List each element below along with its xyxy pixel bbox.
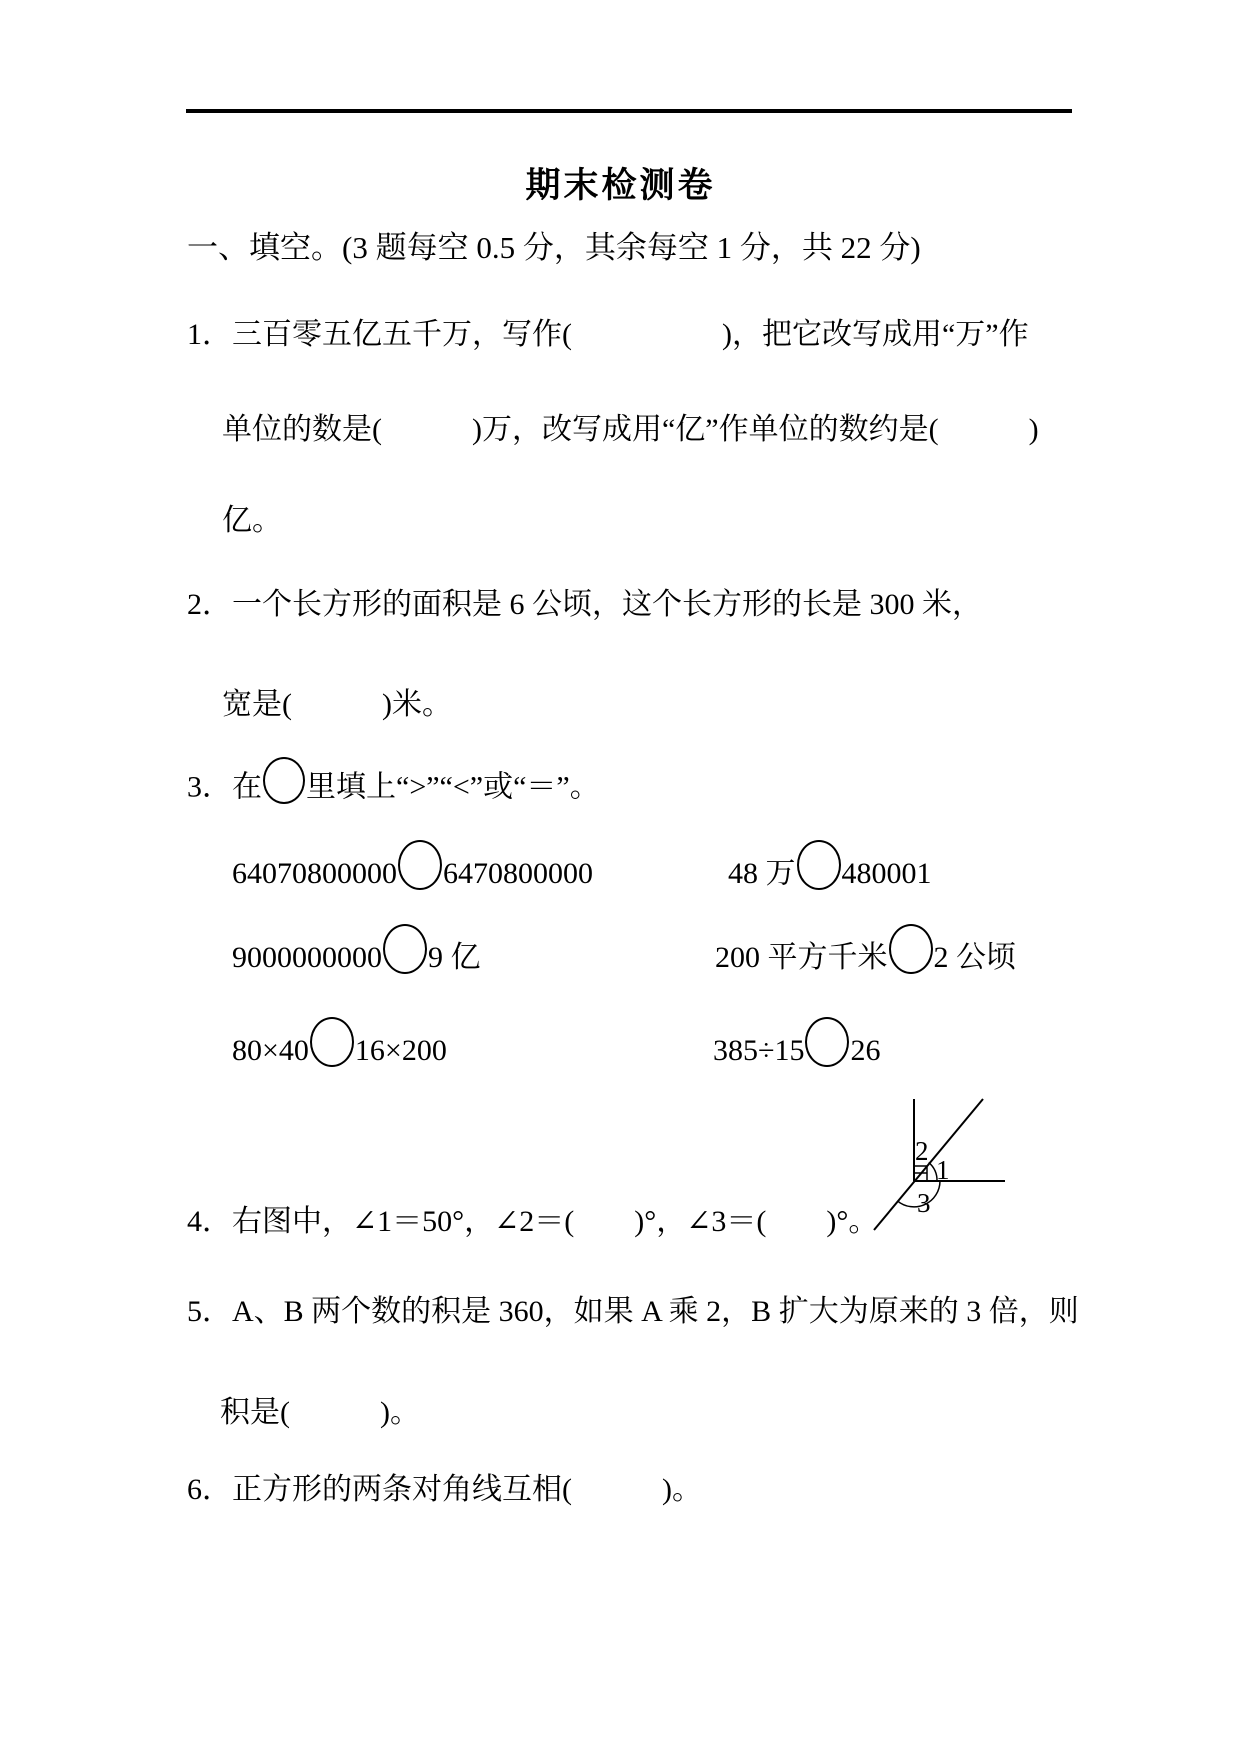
- comparison-right: 480001: [841, 856, 932, 890]
- comparison-item-4: [715, 935, 1016, 985]
- blank-circle-icon: [797, 840, 841, 890]
- comparison-left: 9000000000: [232, 940, 382, 974]
- section-1-heading: 一、填空。(3 题每空 0.5 分，其余每空 1 分，共 22 分): [187, 230, 921, 265]
- comparison-right: 16×200: [354, 1033, 447, 1067]
- question-1-line-3: 亿。: [222, 504, 282, 537]
- blank-circle-icon: [383, 924, 427, 974]
- blank-circle-icon: [805, 1017, 849, 1067]
- question-2-line-2: 宽是( )米。: [222, 688, 452, 721]
- question-1-line-1: 1．三百零五亿五千万，写作( )，把它改写成用“万”作: [187, 318, 1029, 351]
- angle-label-1: 1: [936, 1155, 950, 1185]
- question-5-line-2: 积是( )。: [220, 1396, 420, 1429]
- comparison-left: 64070800000: [232, 856, 397, 890]
- comparison-left: 48 万: [728, 856, 796, 890]
- question-5-line-1: 5．A、B 两个数的积是 360，如果 A 乘 2，B 扩大为原来的 3 倍，则: [187, 1295, 1079, 1328]
- question-6-line-1: 6．正方形的两条对角线互相( )。: [187, 1473, 702, 1506]
- comparison-right: 26: [850, 1033, 881, 1067]
- question-3-header: [187, 766, 600, 813]
- question-1-line-2: 单位的数是( )万，改写成用“亿”作单位的数约是( ): [222, 413, 1039, 446]
- question-4-line-1: 4．右图中，∠1＝50°，∠2＝( )°，∠3＝( )°。: [187, 1205, 879, 1238]
- blank-circle-icon: [398, 840, 442, 890]
- comparison-item-2: [728, 851, 932, 901]
- header-rule: [186, 109, 1072, 113]
- comparison-left: 200 平方千米: [715, 940, 888, 974]
- angle-label-2: 2: [915, 1136, 929, 1166]
- angle-diagram: [840, 1080, 1120, 1270]
- question-3-prefix: 3．在: [187, 770, 262, 804]
- angle-label-3: 3: [917, 1188, 931, 1218]
- comparison-right: 2 公顷: [933, 940, 1016, 974]
- comparison-left: 385÷15: [713, 1033, 805, 1067]
- blank-circle-icon: [263, 757, 305, 804]
- comparison-item-5: [232, 1028, 447, 1078]
- comparison-item-1: [232, 851, 593, 901]
- question-2-line-1: 2．一个长方形的面积是 6 公顷，这个长方形的长是 300 米，: [187, 588, 982, 621]
- comparison-right: 6470800000: [443, 856, 593, 890]
- question-3-suffix: 里填上“>”“<”或“＝”。: [306, 770, 600, 804]
- exam-title: 期末检测卷: [525, 166, 716, 205]
- blank-circle-icon: [310, 1017, 354, 1067]
- comparison-right: 9 亿: [428, 940, 481, 974]
- comparison-item-6: [713, 1028, 880, 1078]
- comparison-left: 80×40: [232, 1033, 309, 1067]
- blank-circle-icon: [889, 924, 933, 974]
- comparison-item-3: [232, 935, 481, 985]
